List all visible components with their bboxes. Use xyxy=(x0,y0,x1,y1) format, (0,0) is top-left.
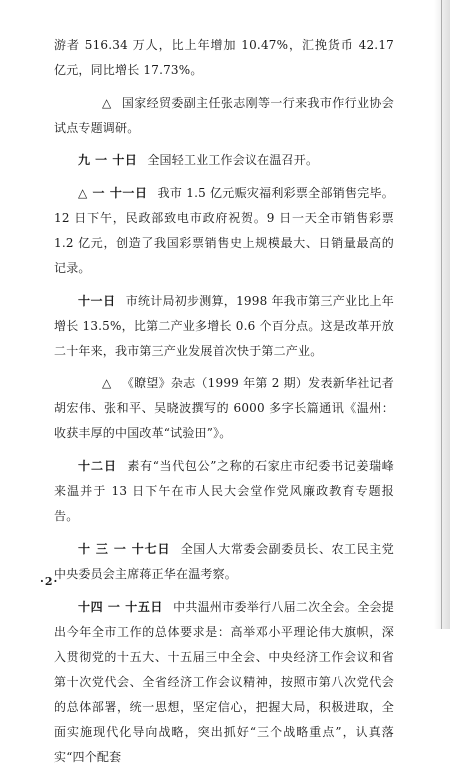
entry-date: 十二日 xyxy=(78,459,117,474)
paragraph-liaowang-article xyxy=(54,371,394,446)
paragraph-text: 我市 1.5 亿元赈灾福利彩票全部销售完毕。12 日下午，民政部致电市政府祝贺。9 日一天全市销售彩票 1.2 亿元，创造了我国彩票销售史上规模最大、日销量最高的记录。 xyxy=(54,186,394,276)
chronicle-text-column xyxy=(54,33,394,777)
entry-date: 十 三 一 十七日 xyxy=(78,541,171,556)
paragraph-text: 中共温州市委举行八届二次全会。全会提出今年全市工作的总体要求是：高举邓小平理论伟大旗帜，深入贯彻党的十五大、十五届三中全会、中央经济工作会议和省第十次党代会、全省经济工作会议精神，按照市第八次党代会的总体部署，统一思想，坚定信心，把握大局，积极进取，全面实施现代化导向战略，突出抓好“三个战略重点”，认真落实“四个配套 xyxy=(54,599,394,764)
paragraph-lottery-sales xyxy=(54,181,394,281)
paragraph-tertiary-industry xyxy=(54,289,394,364)
paragraph-text: 全国人大常委会副委员长、农工民主党中央委员会主席蒋正华在温考察。 xyxy=(54,541,394,581)
paragraph-text: 游者 516.34 万人，比上年增加 10.47%，汇挽货币 42.17 亿元，同比增长 17.73%。 xyxy=(54,38,394,77)
paragraph-npc-inspection xyxy=(54,537,394,587)
paragraph-anti-corruption-report xyxy=(54,454,394,529)
paragraph-economic-commission-visit xyxy=(54,91,394,141)
paragraph-text: 全国轻工业工作会议在温召开。 xyxy=(147,153,319,168)
scan-edge-line xyxy=(441,0,442,629)
scan-shadow xyxy=(434,0,450,629)
paragraph-text: 素有“当代包公”之称的石家庄市纪委书记姜瑞峰来温并于 13 日下午在市人民大会堂作党风廉政教育专题报告。 xyxy=(54,459,394,524)
entry-date: 九 一 十日 xyxy=(78,153,138,168)
same-day-marker: △ xyxy=(102,95,112,110)
page-number: ·2· xyxy=(40,575,59,588)
paragraph-light-industry-conference xyxy=(54,148,394,173)
paragraph-tourism-stats xyxy=(54,33,394,83)
same-day-marker: △ xyxy=(102,376,112,391)
paragraph-plenary-session xyxy=(54,595,394,770)
entry-date: 十一日 xyxy=(78,293,116,308)
entry-date: 十四 一 十五日 xyxy=(78,599,163,614)
paragraph-text: 国家经贸委副主任张志刚等一行来我市作行业协会试点专题调研。 xyxy=(54,95,394,135)
entry-date: △ 一 十一日 xyxy=(78,186,148,201)
paragraph-text: 市统计局初步测算，1998 年我市第三产业比上年增长 13.5%，比第二产业多增长 0.6 个百分点。这是改革开放二十年来，我市第三产业发展首次快于第二产业。 xyxy=(54,293,394,358)
paragraph-text: 《瞭望》杂志（1999 年第 2 期）发表新华社记者胡宏伟、张和平、吴晓波撰写的 6000 多字长篇通讯《温州：收获丰厚的中国改革“试验田”》。 xyxy=(54,376,394,441)
